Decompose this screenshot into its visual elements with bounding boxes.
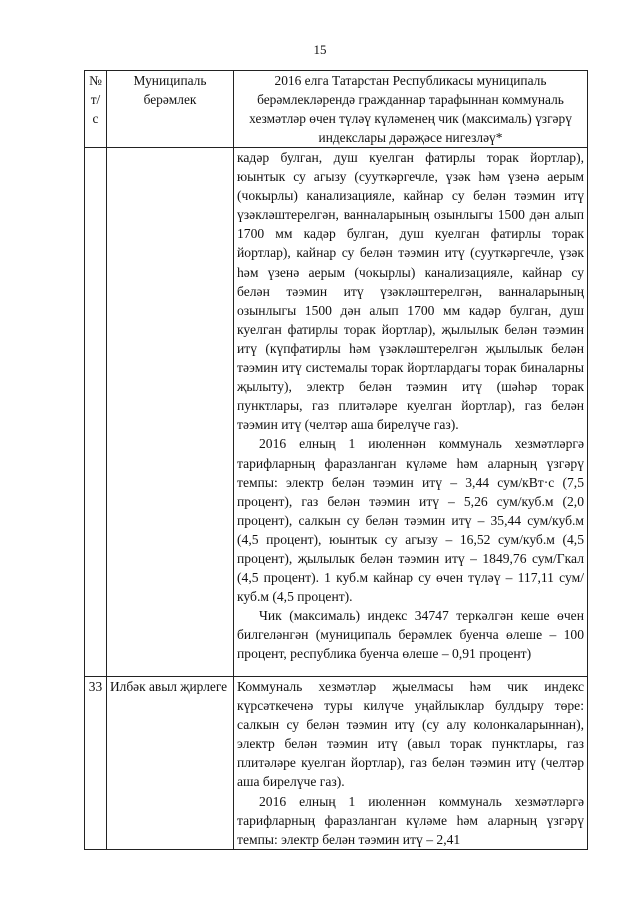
table-row: [85, 148, 588, 677]
table-header-row: [85, 71, 588, 148]
paragraph: 2016 елның 1 июленнән коммуналь хезмәтләргә тарифларның фаразланган күләме һәм аларның үзгәрү темпы: электр белән тәэмин итү – 3,44 сум/кВт·с (7,5 процент), газ белән тәэмин итү – 5,26 сум/куб.м (2,0 процент), салкын су белән тәэмин итү – 35,44 сум/куб.м (4,5 процент), юынтык су агызу – 16,52 сум/куб.м (4,5 процент), җылылык белән тәэмин итү – 1849,76 сум/Гкал (4,5 процент). 1 куб.м кайнар су өчен түләү – 117,11 сум/куб.м (4,5 процент).: [237, 436, 584, 605]
row-municipality: Илбәк авыл җирлеге: [107, 677, 234, 850]
paragraph: кадәр булган, душ куелган фатирлы торак йортлар), юынтык су агызу (сууткәргечле, үзәк һәм үзенә аерым (чокырлы) канализацияле, кайнар су белән тәэмин итү үзәкләштерелгән, ванналарының озынлыгы 1500 дән алып 1700 мм кадәр булган, душ куелган фатирлы торак йортлар), кайнар су белән тәэмин итү (сууткәргечле, үзәк һәм үзенә аерым (чокырлы) канализацияле, кайнар су белән тәэмин итү үзәкләштерелгән, ванналарының озынлыгы 1500 дән алып 1700 мм кадәр булган, душ куелган фатирлы торак йортлар), җылылык белән тәэмин итү (күпфатирлы һәм үзәкләштерелгән җылылык белән тәэмин итү системалы торак йортлардагы торак биналарны җылыту), электр белән тәэмин итү (шәһәр торак пунктлары, газ плитәләре куелган йортлар), газ белән тәэмин итү (челтәр аша бирелүче газ).: [237, 150, 584, 433]
row-municipality: [107, 148, 234, 677]
header-municipality: Муниципаль берәмлек: [107, 71, 234, 148]
paragraph: Коммуналь хезмәтләр җыелмасы һәм чик индекс күрсәткеченә туры килүче уңайлыклар булдыру төре: салкын су белән тәэмин итү (су алу колонкаларыннан), электр белән тәэмин итү (авыл торак пунктлары, газ плитәләре куелган йортлар), газ белән тәэмин итү (челтәр аша бирелүче газ).: [237, 679, 584, 790]
row-num: 33: [85, 677, 107, 850]
paragraph: 2016 елның 1 июленнән коммуналь хезмәтләргә тарифларның фаразланган күләме һәм аларның үзгәрү темпы: электр белән тәэмин итү – 2,41: [237, 793, 584, 847]
header-description: 2016 елга Татарстан Республикасы муниципаль берәмлекләрендә гражданнар тарафыннан коммуналь хезмәтләр өчен түләү күләменең чик (максималь) үзгәрү индекслары дәрәҗәсе нигезләү*: [234, 71, 588, 148]
row-num: [85, 148, 107, 677]
paragraph: Чик (максималь) индекс 34747 теркәлгән кеше өчен билгеләнгән (муниципаль берәмлек буенча өлеше – 100 процент, республика буенча өлеше – 0,91 процент): [237, 608, 584, 662]
tariff-index-table: [84, 70, 588, 850]
row-description: [234, 677, 588, 850]
row-description: [234, 148, 588, 677]
header-num: № т/с: [85, 71, 107, 148]
table-row: [85, 677, 588, 850]
page-number: 15: [313, 42, 327, 57]
